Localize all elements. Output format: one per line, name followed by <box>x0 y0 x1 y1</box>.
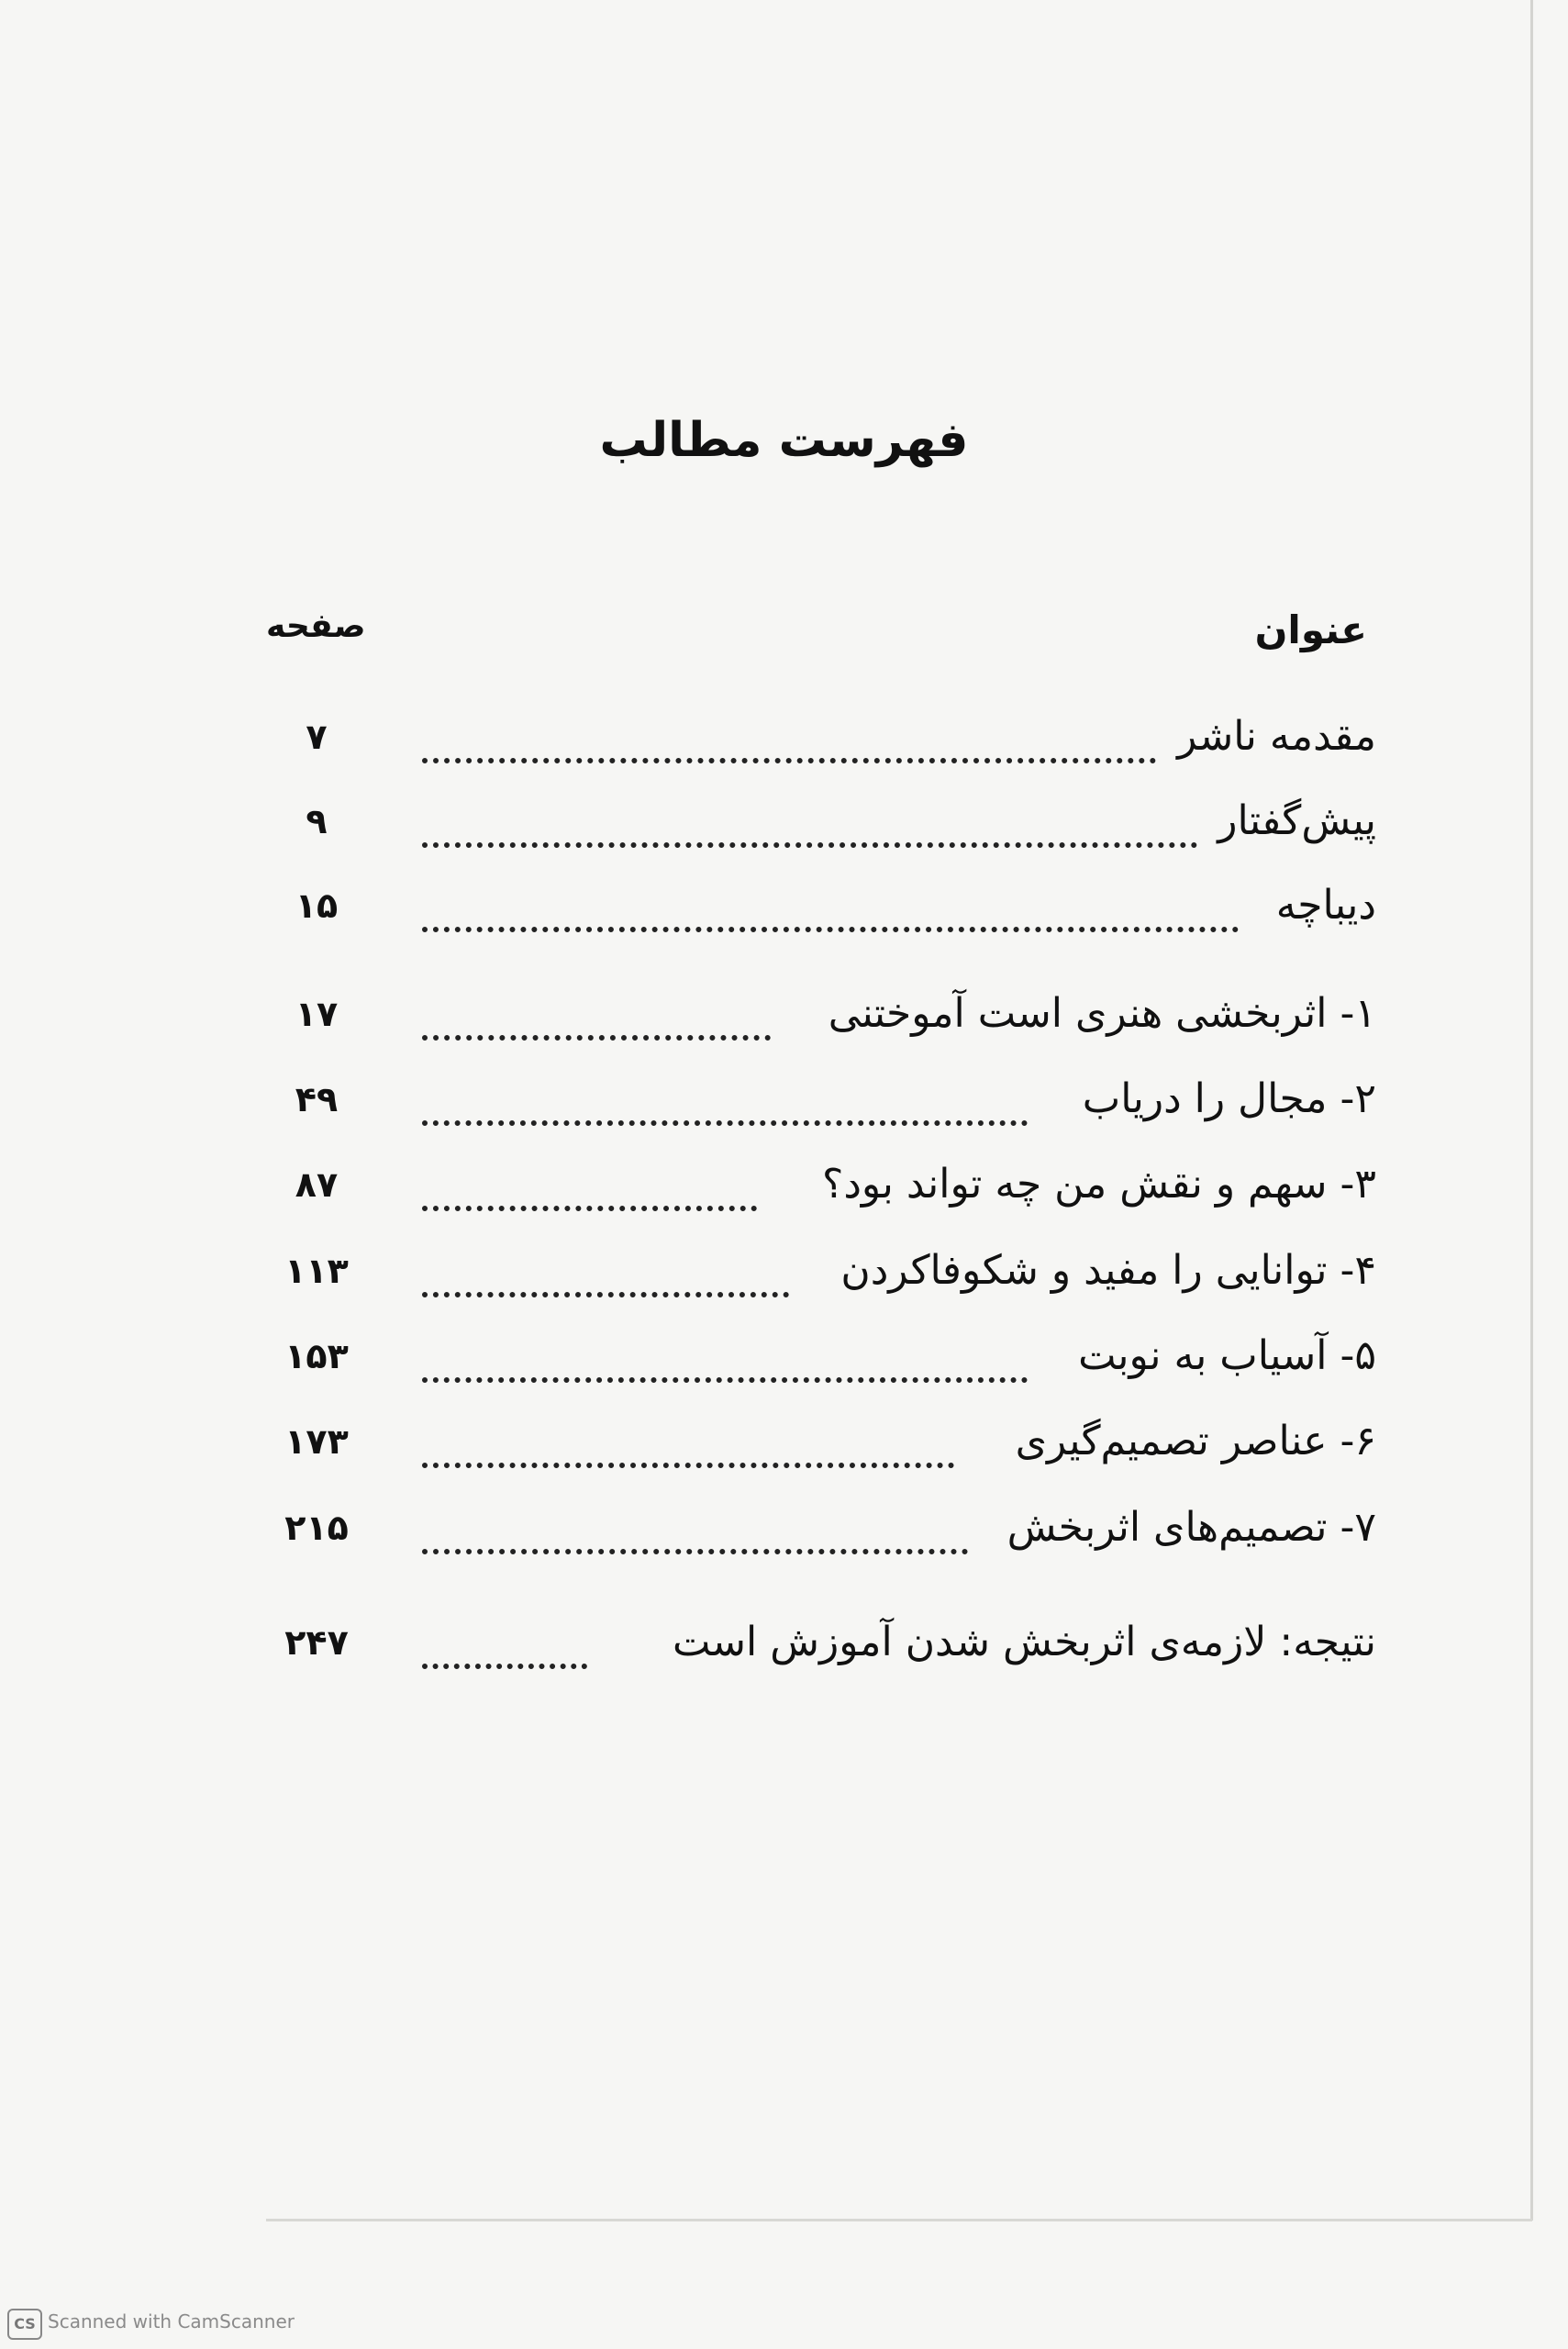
toc-entry-page: ۲۴۷ <box>284 1622 349 1663</box>
page-title: فهرست مطالب <box>599 413 969 468</box>
toc-entry <box>266 1324 1376 1397</box>
page-edge-bottom <box>266 2219 1532 2221</box>
toc-entry-title: پیش‌گفتار <box>1218 797 1376 844</box>
toc-entry-title: ۲- مجال را دریاب <box>1082 1075 1376 1122</box>
toc-entry <box>266 1067 1376 1141</box>
toc-entry-title: ۵- آسیاب به نوبت <box>1078 1332 1376 1379</box>
toc-entry-title: مقدمه ناشر <box>1177 713 1376 760</box>
column-header-title: عنوان <box>1254 607 1367 652</box>
toc-entry-page: ۱۵ <box>295 885 339 926</box>
toc-entry-page: ۹ <box>306 801 328 841</box>
toc-entry-leader-dots <box>422 1084 1028 1126</box>
toc-entry-title: ۳- سهم و نقش من چه تواند بود؟ <box>821 1161 1376 1208</box>
toc-entry-page: ۱۵۳ <box>284 1336 349 1376</box>
page-edge-right <box>1530 0 1533 2221</box>
toc-entry-leader-dots <box>422 890 1239 932</box>
toc-entry-leader-dots <box>422 1169 757 1211</box>
toc-entry-leader-dots <box>422 1341 1028 1383</box>
toc-entry <box>266 1496 1376 1569</box>
toc-entry-page: ۱۱۳ <box>284 1251 349 1291</box>
toc-entry <box>266 1152 1376 1226</box>
toc-entry-leader-dots <box>422 1426 954 1468</box>
toc-entry-title: ۷- تصمیم‌های اثربخش <box>1006 1504 1376 1551</box>
toc-entry-leader-dots <box>422 1512 968 1554</box>
toc-entry-leader-dots <box>422 1255 789 1297</box>
toc-entry <box>266 705 1376 778</box>
column-header-page: صفحه <box>266 607 366 645</box>
camscanner-watermark-text: Scanned with CamScanner <box>48 2310 295 2332</box>
toc-entry-leader-dots <box>422 806 1197 848</box>
toc-entry-page: ۱۷۳ <box>284 1421 349 1462</box>
toc-entry <box>266 1610 1376 1684</box>
toc-entry <box>266 982 1376 1055</box>
toc-entry-page: ۱۷ <box>295 994 339 1034</box>
toc-entry-page: ۷ <box>306 717 328 757</box>
toc-entry <box>266 874 1376 947</box>
toc-entry <box>266 1409 1376 1483</box>
toc-header-row <box>266 607 1367 672</box>
toc-entry-title: ۶- عناصر تصمیم‌گیری <box>1015 1418 1376 1464</box>
toc-entry <box>266 789 1376 863</box>
camscanner-logo: CS <box>7 2309 42 2340</box>
toc-entry <box>266 1239 1376 1312</box>
toc-entry-leader-dots <box>422 1627 587 1669</box>
toc-entry-title: ۴- توانایی را مفید و شکوفاکردن <box>840 1247 1376 1294</box>
toc-entry-leader-dots <box>422 721 1156 763</box>
toc-entry-page: ۸۷ <box>295 1164 339 1205</box>
toc-entry-title: نتیجه: لازمه‌ی اثربخش شدن آموزش است <box>672 1619 1376 1665</box>
toc-entry-title: دیباچه <box>1275 882 1376 929</box>
toc-entry-page: ۲۱۵ <box>284 1508 349 1548</box>
toc-entry-page: ۴۹ <box>295 1079 339 1119</box>
toc-entry-title: ۱- اثربخشی هنری است آموختنی <box>828 990 1376 1037</box>
toc-entry-leader-dots <box>422 998 771 1041</box>
